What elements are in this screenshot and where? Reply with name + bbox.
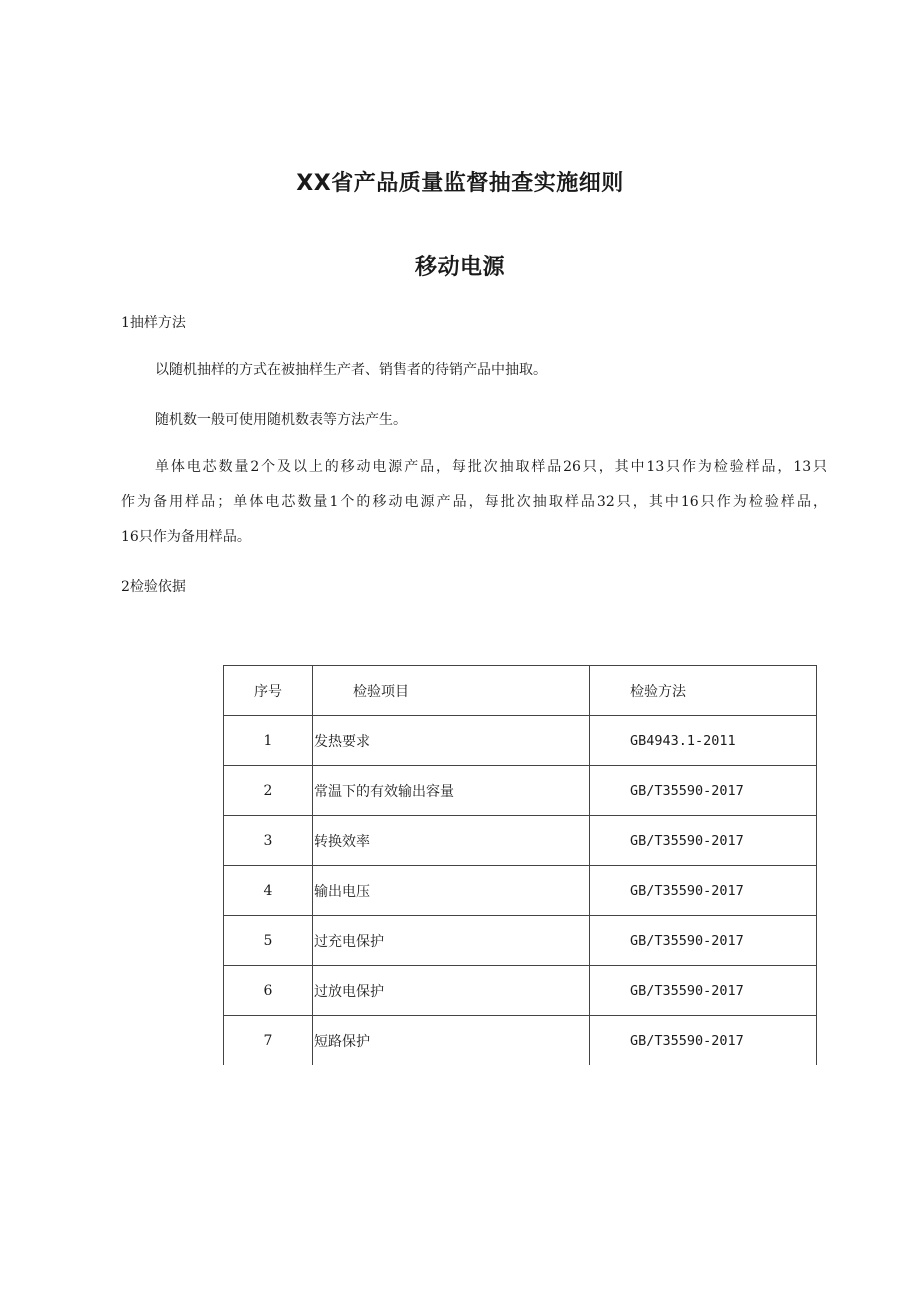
row-method: GB4943.1-2011 [590, 716, 817, 766]
table-row [224, 1016, 817, 1066]
section-heading-sampling: 1抽样方法 [121, 315, 186, 331]
header-cell-item: 检验项目 [313, 666, 590, 716]
sampling-paragraph: 以随机抽样的方式在被抽样生产者、销售者的待销产品中抽取。 [155, 362, 547, 378]
header-cell-method: 检验方法 [590, 666, 817, 716]
section-heading-inspection-basis: 2检验依据 [121, 579, 186, 595]
inspection-items-table [223, 665, 817, 1065]
table-header-row [224, 666, 817, 716]
row-no: 5 [224, 916, 313, 966]
paragraph-line: 16只作为备用样品。 [121, 529, 251, 545]
header-cell-no: 序号 [224, 666, 313, 716]
row-no: 7 [224, 1016, 313, 1066]
paragraph-line: 单体电芯数量2个及以上的移动电源产品，每批次抽取样品26只，其中13只作为检验样品，13只 [155, 459, 827, 475]
table-row [224, 816, 817, 866]
row-item: 常温下的有效输出容量 [313, 766, 590, 816]
row-method: GB/T35590-2017 [590, 816, 817, 866]
row-item: 转换效率 [313, 816, 590, 866]
row-item: 短路保护 [313, 1016, 590, 1066]
table-row [224, 966, 817, 1016]
row-item: 过放电保护 [313, 966, 590, 1016]
document-title: XX省产品质量监督抽查实施细则 [296, 171, 624, 196]
row-no: 2 [224, 766, 313, 816]
random-number-paragraph: 随机数一般可使用随机数表等方法产生。 [155, 412, 407, 428]
row-method: GB/T35590-2017 [590, 916, 817, 966]
table-row [224, 866, 817, 916]
row-method: GB/T35590-2017 [590, 966, 817, 1016]
row-method: GB/T35590-2017 [590, 1016, 817, 1066]
table-row [224, 916, 817, 966]
row-item: 发热要求 [313, 716, 590, 766]
table-row [224, 716, 817, 766]
document-subtitle: 移动电源 [414, 255, 505, 280]
row-no: 3 [224, 816, 313, 866]
row-method: GB/T35590-2017 [590, 766, 817, 816]
row-item: 输出电压 [313, 866, 590, 916]
row-method: GB/T35590-2017 [590, 866, 817, 916]
table-row [224, 766, 817, 816]
paragraph-line: 作为备用样品；单体电芯数量1个的移动电源产品，每批次抽取样品32只，其中16只作为检验样品， [121, 494, 827, 510]
row-no: 6 [224, 966, 313, 1016]
row-no: 4 [224, 866, 313, 916]
row-item: 过充电保护 [313, 916, 590, 966]
row-no: 1 [224, 716, 313, 766]
sample-quantity-paragraph [121, 457, 827, 562]
